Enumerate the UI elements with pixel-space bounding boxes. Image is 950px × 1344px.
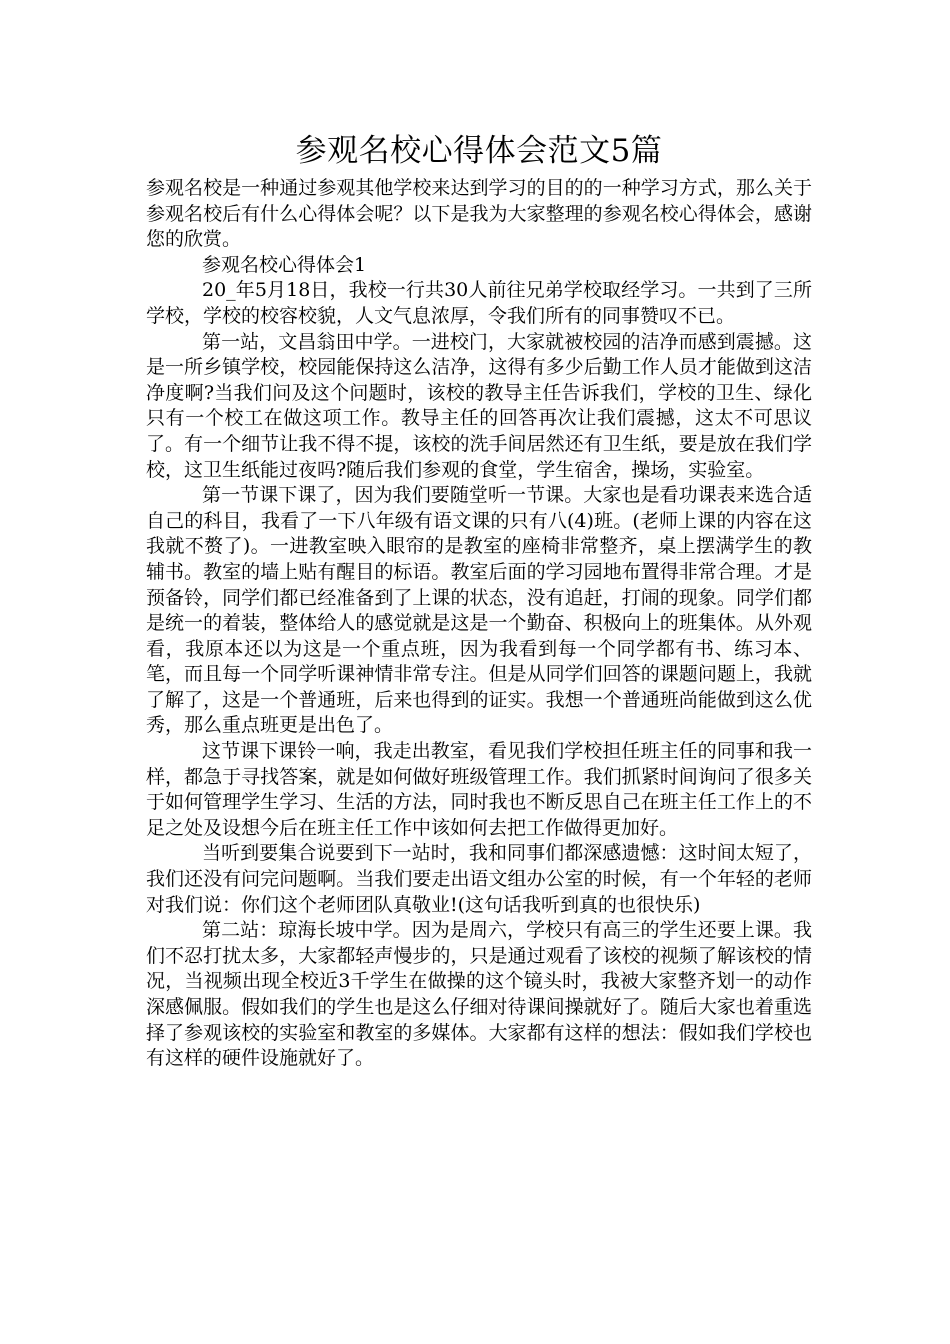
document-title: 参观名校心得体会范文5篇 [295, 133, 663, 169]
document-page [146, 128, 812, 1072]
section-heading: 参观名校心得体会1 [202, 253, 367, 276]
body-paragraph: 第一站，文昌翁田中学。一进校门，大家就被校园的洁净而感到震撼。这是一所乡镇学校，校园能保持这么洁净，这得有多少后勤工作人员才能做到这洁净度啊?当我们问及这个问题时，该校的教导主任告诉我们，学校的卫生、绿化只有一个校工在做这项工作。教导主任的回答再次让我们震撼，这太不可思议了。有一个细节让我不得不提，该校的洗手间居然还有卫生纸，要是放在我们学校，这卫生纸能过夜吗?随后我们参观的食堂，学生宿舍，操场，实验室。 [146, 330, 812, 481]
body-paragraph: 第一节课下课了，因为我们要随堂听一节课。大家也是看功课表来选合适自己的科目，我看了一下八年级有语文课的只有八(4)班。(老师上课的内容在这我就不赘了)。一进教室映入眼帘的是教室的座椅非常整齐，桌上摆满学生的教辅书。教室的墙上贴有醒目的标语。教室后面的学习园地布置得非常合理。才是预备铃，同学们都已经准备到了上课的状态，没有追赶，打闹的现象。同学们都是统一的着装，整体给人的感觉就是这是一个勤奋、积极向上的班集体。从外观看，我原本还以为这是一个重点班，因为我看到每一个同学都有书、练习本、笔，而且每一个同学听课神情非常专注。但是从同学们回答的课题问题上，我就了解了，这是一个普通班，后来也得到的证实。我想一个普通班尚能做到这么优秀，那么重点班更是出色了。 [146, 484, 812, 737]
body-paragraph: 第二站：琼海长坡中学。因为是周六，学校只有高三的学生还要上课。我们不忍打扰太多，大家都轻声慢步的，只是通过观看了该校的视频了解该校的情况，当视频出现全校近3千学生在做操的这个镜头时，我被大家整齐划一的动作深感佩服。假如我们的学生也是这么仔细对待课间操就好了。随后大家也着重选择了参观该校的实验室和教室的多媒体。大家都有这样的想法：假如我们学校也有这样的硬件设施就好了。 [146, 919, 812, 1070]
body-paragraph: 当听到要集合说要到下一站时，我和同事们都深感遗憾：这时间太短了，我们还没有问完问题啊。当我们要走出语文组办公室的时候，有一个年轻的老师对我们说：你们这个老师团队真敬业!(这句话我听到真的也很快乐) [146, 842, 812, 916]
intro-paragraph: 参观名校是一种通过参观其他学校来达到学习的目的的一种学习方式，那么关于参观名校后有什么心得体会呢？以下是我为大家整理的参观名校心得体会，感谢您的欣赏。 [146, 177, 812, 251]
body-paragraph: 这节课下课铃一响，我走出教室，看见我们学校担任班主任的同事和我一样，都急于寻找答案，就是如何做好班级管理工作。我们抓紧时间询问了很多关于如何管理学生学习、生活的方法，同时我也不断反思自己在班主任工作上的不足之处及设想今后在班主任工作中该如何去把工作做得更加好。 [146, 740, 812, 839]
body-paragraph: 20_年5月18日，我校一行共30人前往兄弟学校取经学习。一共到了三所学校，学校的校容校貌，人文气息浓厚，令我们所有的同事赞叹不已。 [146, 279, 812, 327]
